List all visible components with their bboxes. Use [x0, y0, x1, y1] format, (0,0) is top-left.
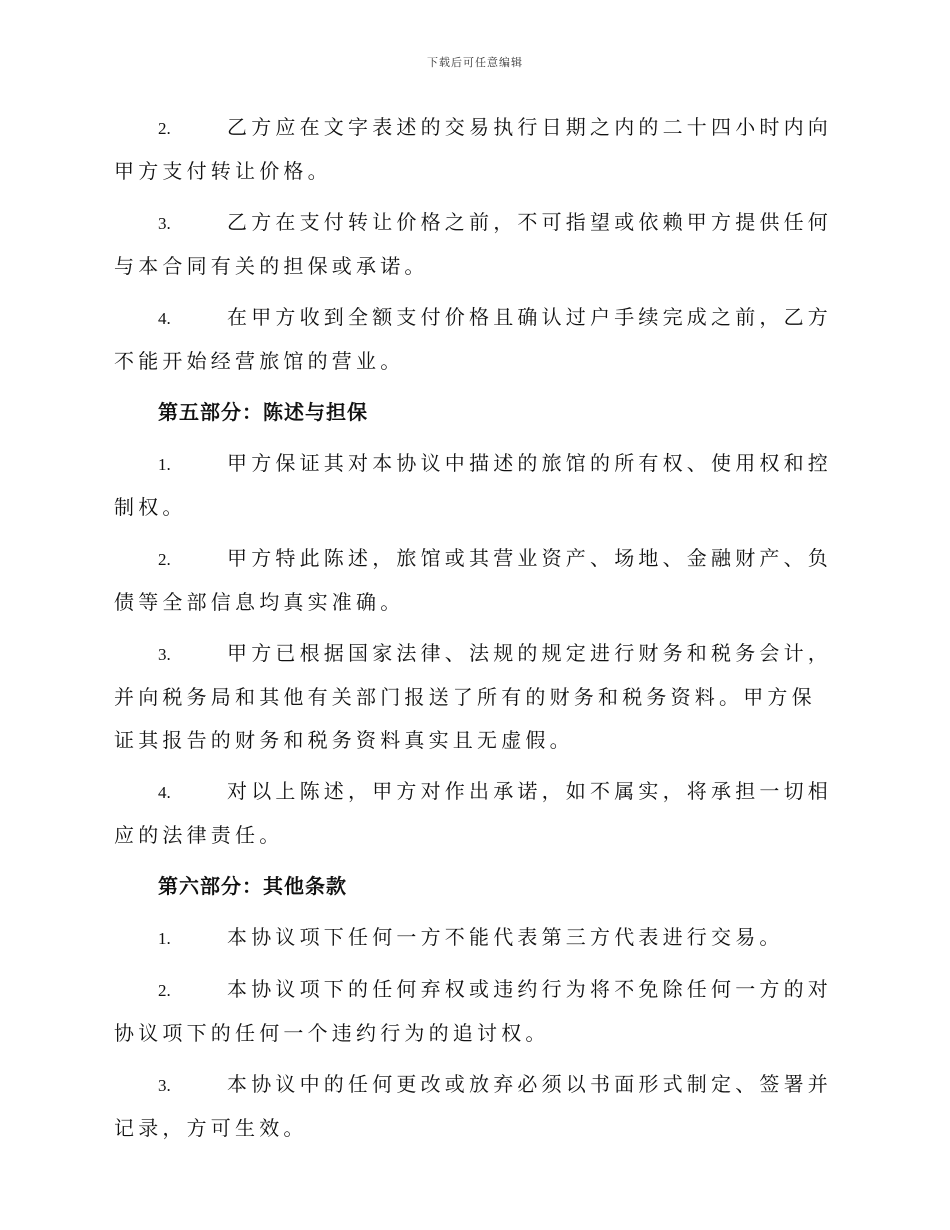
clause-number: 2. — [158, 119, 171, 138]
clause-text: 甲方特此陈述，旅馆或其营业资产、场地、金融财产、负债等全部信息均真实准确。 — [114, 546, 832, 614]
clause-item — [114, 442, 834, 529]
clause-number: 2. — [158, 981, 171, 1000]
document-body — [114, 106, 834, 1158]
page-header: 下载后可任意编辑 — [427, 56, 523, 69]
clause-text: 本协议项下的任何弃权或违约行为将不免除任何一方的对协议项下的任何一个违约行为的追讨权。 — [114, 977, 832, 1045]
clause-text: 乙方在支付转让价格之前，不可指望或依赖甲方提供任何与本合同有关的担保或承诺。 — [114, 210, 832, 278]
clause-number: 1. — [158, 929, 171, 948]
clause-number: 1. — [158, 455, 171, 474]
clause-text: 乙方应在文字表述的交易执行日期之内的二十四小时内向甲方支付转让价格。 — [114, 115, 832, 183]
clause-item — [114, 770, 834, 857]
clause-item — [114, 537, 834, 624]
clause-text: 本协议项下任何一方不能代表第三方代表进行交易。 — [227, 925, 784, 949]
clause-text: 甲方已根据国家法律、法规的规定进行财务和税务会计，并向税务局和其他有关部门报送了所有的财务和税务资料。甲方保证其报告的财务和税务资料真实且无虚假。 — [114, 641, 832, 752]
clause-text: 本协议中的任何更改或放弃必须以书面形式制定、签署并记录，方可生效。 — [114, 1072, 832, 1140]
clause-number: 4. — [158, 309, 171, 328]
section-heading: 第六部分：其他条款 — [158, 874, 347, 898]
clause-item — [114, 106, 834, 193]
clause-item — [114, 968, 834, 1055]
clause-number: 2. — [158, 550, 171, 569]
clause-text: 甲方保证其对本协议中描述的旅馆的所有权、使用权和控制权。 — [114, 451, 832, 519]
clause-item — [114, 296, 834, 383]
clause-text: 在甲方收到全额支付价格且确认过户手续完成之前，乙方不能开始经营旅馆的营业。 — [114, 305, 832, 373]
clause-number: 3. — [158, 645, 171, 664]
clause-number: 3. — [158, 1076, 171, 1095]
clause-item — [114, 1063, 834, 1150]
clause-item — [114, 632, 834, 762]
clause-number: 4. — [158, 783, 171, 802]
clause-text: 对以上陈述，甲方对作出承诺，如不属实，将承担一切相应的法律责任。 — [114, 779, 832, 847]
clause-item — [114, 916, 834, 960]
section-heading: 第五部分：陈述与担保 — [158, 400, 368, 424]
clause-item — [114, 201, 834, 288]
clause-number: 3. — [158, 214, 171, 233]
